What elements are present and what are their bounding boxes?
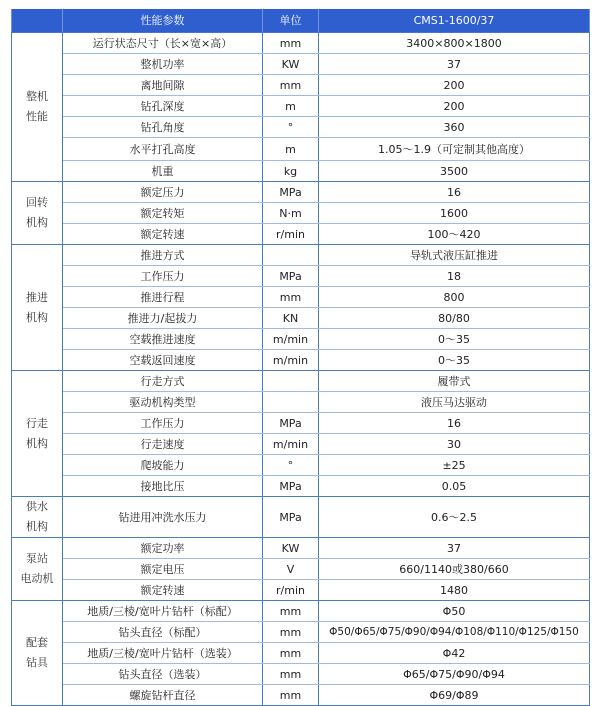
- value-cell: 80/80: [319, 308, 590, 329]
- param-cell: 推进行程: [63, 287, 263, 308]
- group-label-rotation-mechanism: 回转 机构: [12, 182, 63, 245]
- value-cell: 3400×800×1800: [319, 33, 590, 54]
- table-row: [12, 497, 590, 538]
- param-cell: 整机功率: [63, 54, 263, 75]
- unit-cell: mm: [263, 685, 319, 706]
- param-cell: 空载推进速度: [63, 329, 263, 350]
- value-cell: 履带式: [319, 371, 590, 392]
- table-row: [12, 413, 590, 434]
- param-cell: 运行状态尺寸（长×宽×高）: [63, 33, 263, 54]
- table-row: [12, 138, 590, 161]
- param-cell: 钻孔角度: [63, 117, 263, 138]
- unit-cell: mm: [263, 664, 319, 685]
- table-header-row: [12, 9, 590, 33]
- table-row: [12, 455, 590, 476]
- value-cell: 1480: [319, 580, 590, 601]
- unit-cell: m/min: [263, 350, 319, 371]
- unit-cell: mm: [263, 75, 319, 96]
- unit-cell: [263, 245, 319, 266]
- param-cell: 钻孔深度: [63, 96, 263, 117]
- param-cell: 额定压力: [63, 182, 263, 203]
- unit-cell: MPa: [263, 476, 319, 497]
- unit-cell: mm: [263, 287, 319, 308]
- param-cell: 水平打孔高度: [63, 138, 263, 161]
- group-label-overall-performance: 整机 性能: [12, 33, 63, 182]
- group-label-water-supply: 供水 机构: [12, 497, 63, 538]
- table-row: [12, 117, 590, 138]
- unit-cell: m/min: [263, 434, 319, 455]
- param-cell: 行走方式: [63, 371, 263, 392]
- value-cell: 16: [319, 413, 590, 434]
- value-cell: 200: [319, 75, 590, 96]
- unit-cell: kg: [263, 161, 319, 182]
- table-row: [12, 161, 590, 182]
- unit-cell: MPa: [263, 497, 319, 538]
- unit-cell: MPa: [263, 266, 319, 287]
- param-cell: 地质/三棱/宽叶片钻杆（选装）: [63, 643, 263, 664]
- value-cell: Φ50: [319, 601, 590, 622]
- header-group: [12, 9, 63, 33]
- param-cell: 钻头直径（标配）: [63, 622, 263, 643]
- unit-cell: m: [263, 96, 319, 117]
- value-cell: 1600: [319, 203, 590, 224]
- table-row: [12, 203, 590, 224]
- value-cell: 18: [319, 266, 590, 287]
- value-cell: 0.6～2.5: [319, 497, 590, 538]
- table-row: [12, 224, 590, 245]
- table-row: [12, 75, 590, 96]
- header-unit: 单位: [263, 9, 319, 33]
- value-cell: 液压马达驱动: [319, 392, 590, 413]
- group-label-feed-mechanism: 推进 机构: [12, 245, 63, 371]
- param-cell: 额定转速: [63, 580, 263, 601]
- spec-table: [11, 9, 590, 706]
- table-row: [12, 287, 590, 308]
- param-cell: 离地间隙: [63, 75, 263, 96]
- table-row: [12, 371, 590, 392]
- unit-cell: [263, 392, 319, 413]
- unit-cell: °: [263, 117, 319, 138]
- param-cell: 额定转速: [63, 224, 263, 245]
- table-row: [12, 350, 590, 371]
- value-cell: 导轨式液压缸推进: [319, 245, 590, 266]
- value-cell: Φ42: [319, 643, 590, 664]
- unit-cell: MPa: [263, 182, 319, 203]
- unit-cell: r/min: [263, 580, 319, 601]
- param-cell: 工作压力: [63, 413, 263, 434]
- table-row: [12, 643, 590, 664]
- param-cell: 推进方式: [63, 245, 263, 266]
- value-cell: 660/1140或380/660: [319, 559, 590, 580]
- param-cell: 钻进用冲洗水压力: [63, 497, 263, 538]
- unit-cell: V: [263, 559, 319, 580]
- value-cell: 16: [319, 182, 590, 203]
- value-cell: 37: [319, 54, 590, 75]
- table-row: [12, 559, 590, 580]
- param-cell: 驱动机构类型: [63, 392, 263, 413]
- value-cell: Φ65/Φ75/Φ90/Φ94: [319, 664, 590, 685]
- value-cell: 30: [319, 434, 590, 455]
- value-cell: Φ69/Φ89: [319, 685, 590, 706]
- value-cell: 100～420: [319, 224, 590, 245]
- table-row: [12, 622, 590, 643]
- group-label-travel-mechanism: 行走 机构: [12, 371, 63, 497]
- unit-cell: [263, 371, 319, 392]
- param-cell: 额定电压: [63, 559, 263, 580]
- param-cell: 额定功率: [63, 538, 263, 559]
- param-cell: 地质/三棱/宽叶片钻杆（标配）: [63, 601, 263, 622]
- table-row: [12, 685, 590, 706]
- table-row: [12, 664, 590, 685]
- unit-cell: r/min: [263, 224, 319, 245]
- value-cell: 200: [319, 96, 590, 117]
- param-cell: 额定转矩: [63, 203, 263, 224]
- value-cell: 0.05: [319, 476, 590, 497]
- table-row: [12, 580, 590, 601]
- group-label-pump-motor: 泵站 电动机: [12, 538, 63, 601]
- param-cell: 工作压力: [63, 266, 263, 287]
- table-row: [12, 308, 590, 329]
- table-row: [12, 96, 590, 117]
- unit-cell: mm: [263, 622, 319, 643]
- unit-cell: °: [263, 455, 319, 476]
- table-row: [12, 392, 590, 413]
- table-row: [12, 245, 590, 266]
- header-param: 性能参数: [63, 9, 263, 33]
- table-row: [12, 434, 590, 455]
- unit-cell: m/min: [263, 329, 319, 350]
- value-cell: 1.05～1.9（可定制其他高度）: [319, 138, 590, 161]
- unit-cell: mm: [263, 601, 319, 622]
- value-cell: 800: [319, 287, 590, 308]
- param-cell: 行走速度: [63, 434, 263, 455]
- unit-cell: N·m: [263, 203, 319, 224]
- value-cell: 0～35: [319, 329, 590, 350]
- param-cell: 空载返回速度: [63, 350, 263, 371]
- unit-cell: KW: [263, 54, 319, 75]
- unit-cell: KN: [263, 308, 319, 329]
- value-cell: 37: [319, 538, 590, 559]
- value-cell: 360: [319, 117, 590, 138]
- unit-cell: mm: [263, 33, 319, 54]
- unit-cell: mm: [263, 643, 319, 664]
- table-row: [12, 266, 590, 287]
- table-row: [12, 54, 590, 75]
- param-cell: 钻头直径（选装）: [63, 664, 263, 685]
- unit-cell: KW: [263, 538, 319, 559]
- param-cell: 推进力/起拔力: [63, 308, 263, 329]
- table-row: [12, 601, 590, 622]
- value-cell: ±25: [319, 455, 590, 476]
- param-cell: 爬坡能力: [63, 455, 263, 476]
- table-row: [12, 182, 590, 203]
- param-cell: 接地比压: [63, 476, 263, 497]
- unit-cell: MPa: [263, 413, 319, 434]
- value-cell: 3500: [319, 161, 590, 182]
- value-cell: 0～35: [319, 350, 590, 371]
- unit-cell: m: [263, 138, 319, 161]
- param-cell: 螺旋钻杆直径: [63, 685, 263, 706]
- table-row: [12, 329, 590, 350]
- param-cell: 机重: [63, 161, 263, 182]
- table-row: [12, 33, 590, 54]
- header-model: CMS1-1600/37: [319, 9, 590, 33]
- table-row: [12, 476, 590, 497]
- table-row: [12, 538, 590, 559]
- group-label-drilling-tools: 配套 钻具: [12, 601, 63, 706]
- value-cell: Φ50/Φ65/Φ75/Φ90/Φ94/Φ108/Φ110/Φ125/Φ150: [319, 622, 590, 643]
